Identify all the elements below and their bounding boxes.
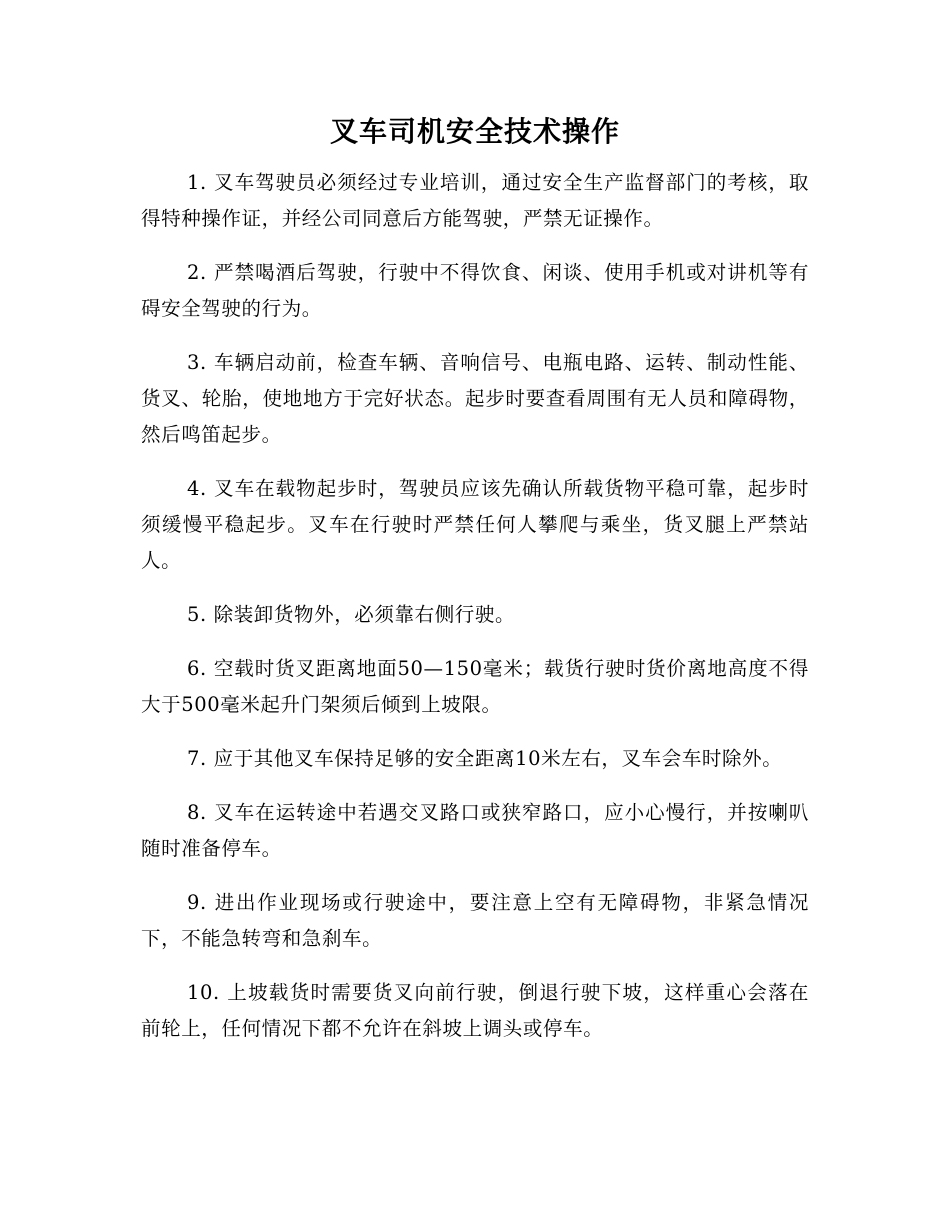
rule-item-5: 5. 除装卸货物外，必须靠右侧行驶。 [187,603,516,626]
rule-item-9: 9. 进出作业现场或行驶途中，要注意上空有无障碍物，非紧急情况下，不能急转弯和急刹车。 [141,891,809,950]
rule-item-8: 8. 叉车在运转途中若遇交叉路口或狭窄路口，应小心慢行，并按喇叭随时准备停车。 [141,801,809,860]
rule-item-4: 4. 叉车在载物起步时，驾驶员应该先确认所载货物平稳可靠，起步时须缓慢平稳起步。叉车在行驶时严禁任何人攀爬与乘坐，货叉腿上严禁站人。 [141,477,809,572]
document-body [141,165,809,1065]
rule-item-2: 2. 严禁喝酒后驾驶，行驶中不得饮食、闲谈、使用手机或对讲机等有碍安全驾驶的行为。 [141,261,809,320]
rule-item-10: 10. 上坡载货时需要货叉向前行驶，倒退行驶下坡，这样重心会落在前轮上，任何情况下都不允许在斜坡上调头或停车。 [141,981,809,1040]
rule-item-3: 3. 车辆启动前，检查车辆、音响信号、电瓶电路、运转、制动性能、货叉、轮胎，使地地方于完好状态。起步时要查看周围有无人员和障碍物，然后鸣笛起步。 [141,351,809,446]
rule-item-7: 7. 应于其他叉车保持足够的安全距离10米左右，叉车会车时除外。 [187,747,783,770]
rule-item-1: 1. 叉车驾驶员必须经过专业培训，通过安全生产监督部门的考核，取得特种操作证，并经公司同意后方能驾驶，严禁无证操作。 [141,171,809,230]
document-title: 叉车司机安全技术操作 [329,115,620,148]
rule-item-6: 6. 空载时货叉距离地面50—150毫米；载货行驶时货价离地高度不得大于500毫米起升门架须后倾到上坡限。 [141,657,809,716]
